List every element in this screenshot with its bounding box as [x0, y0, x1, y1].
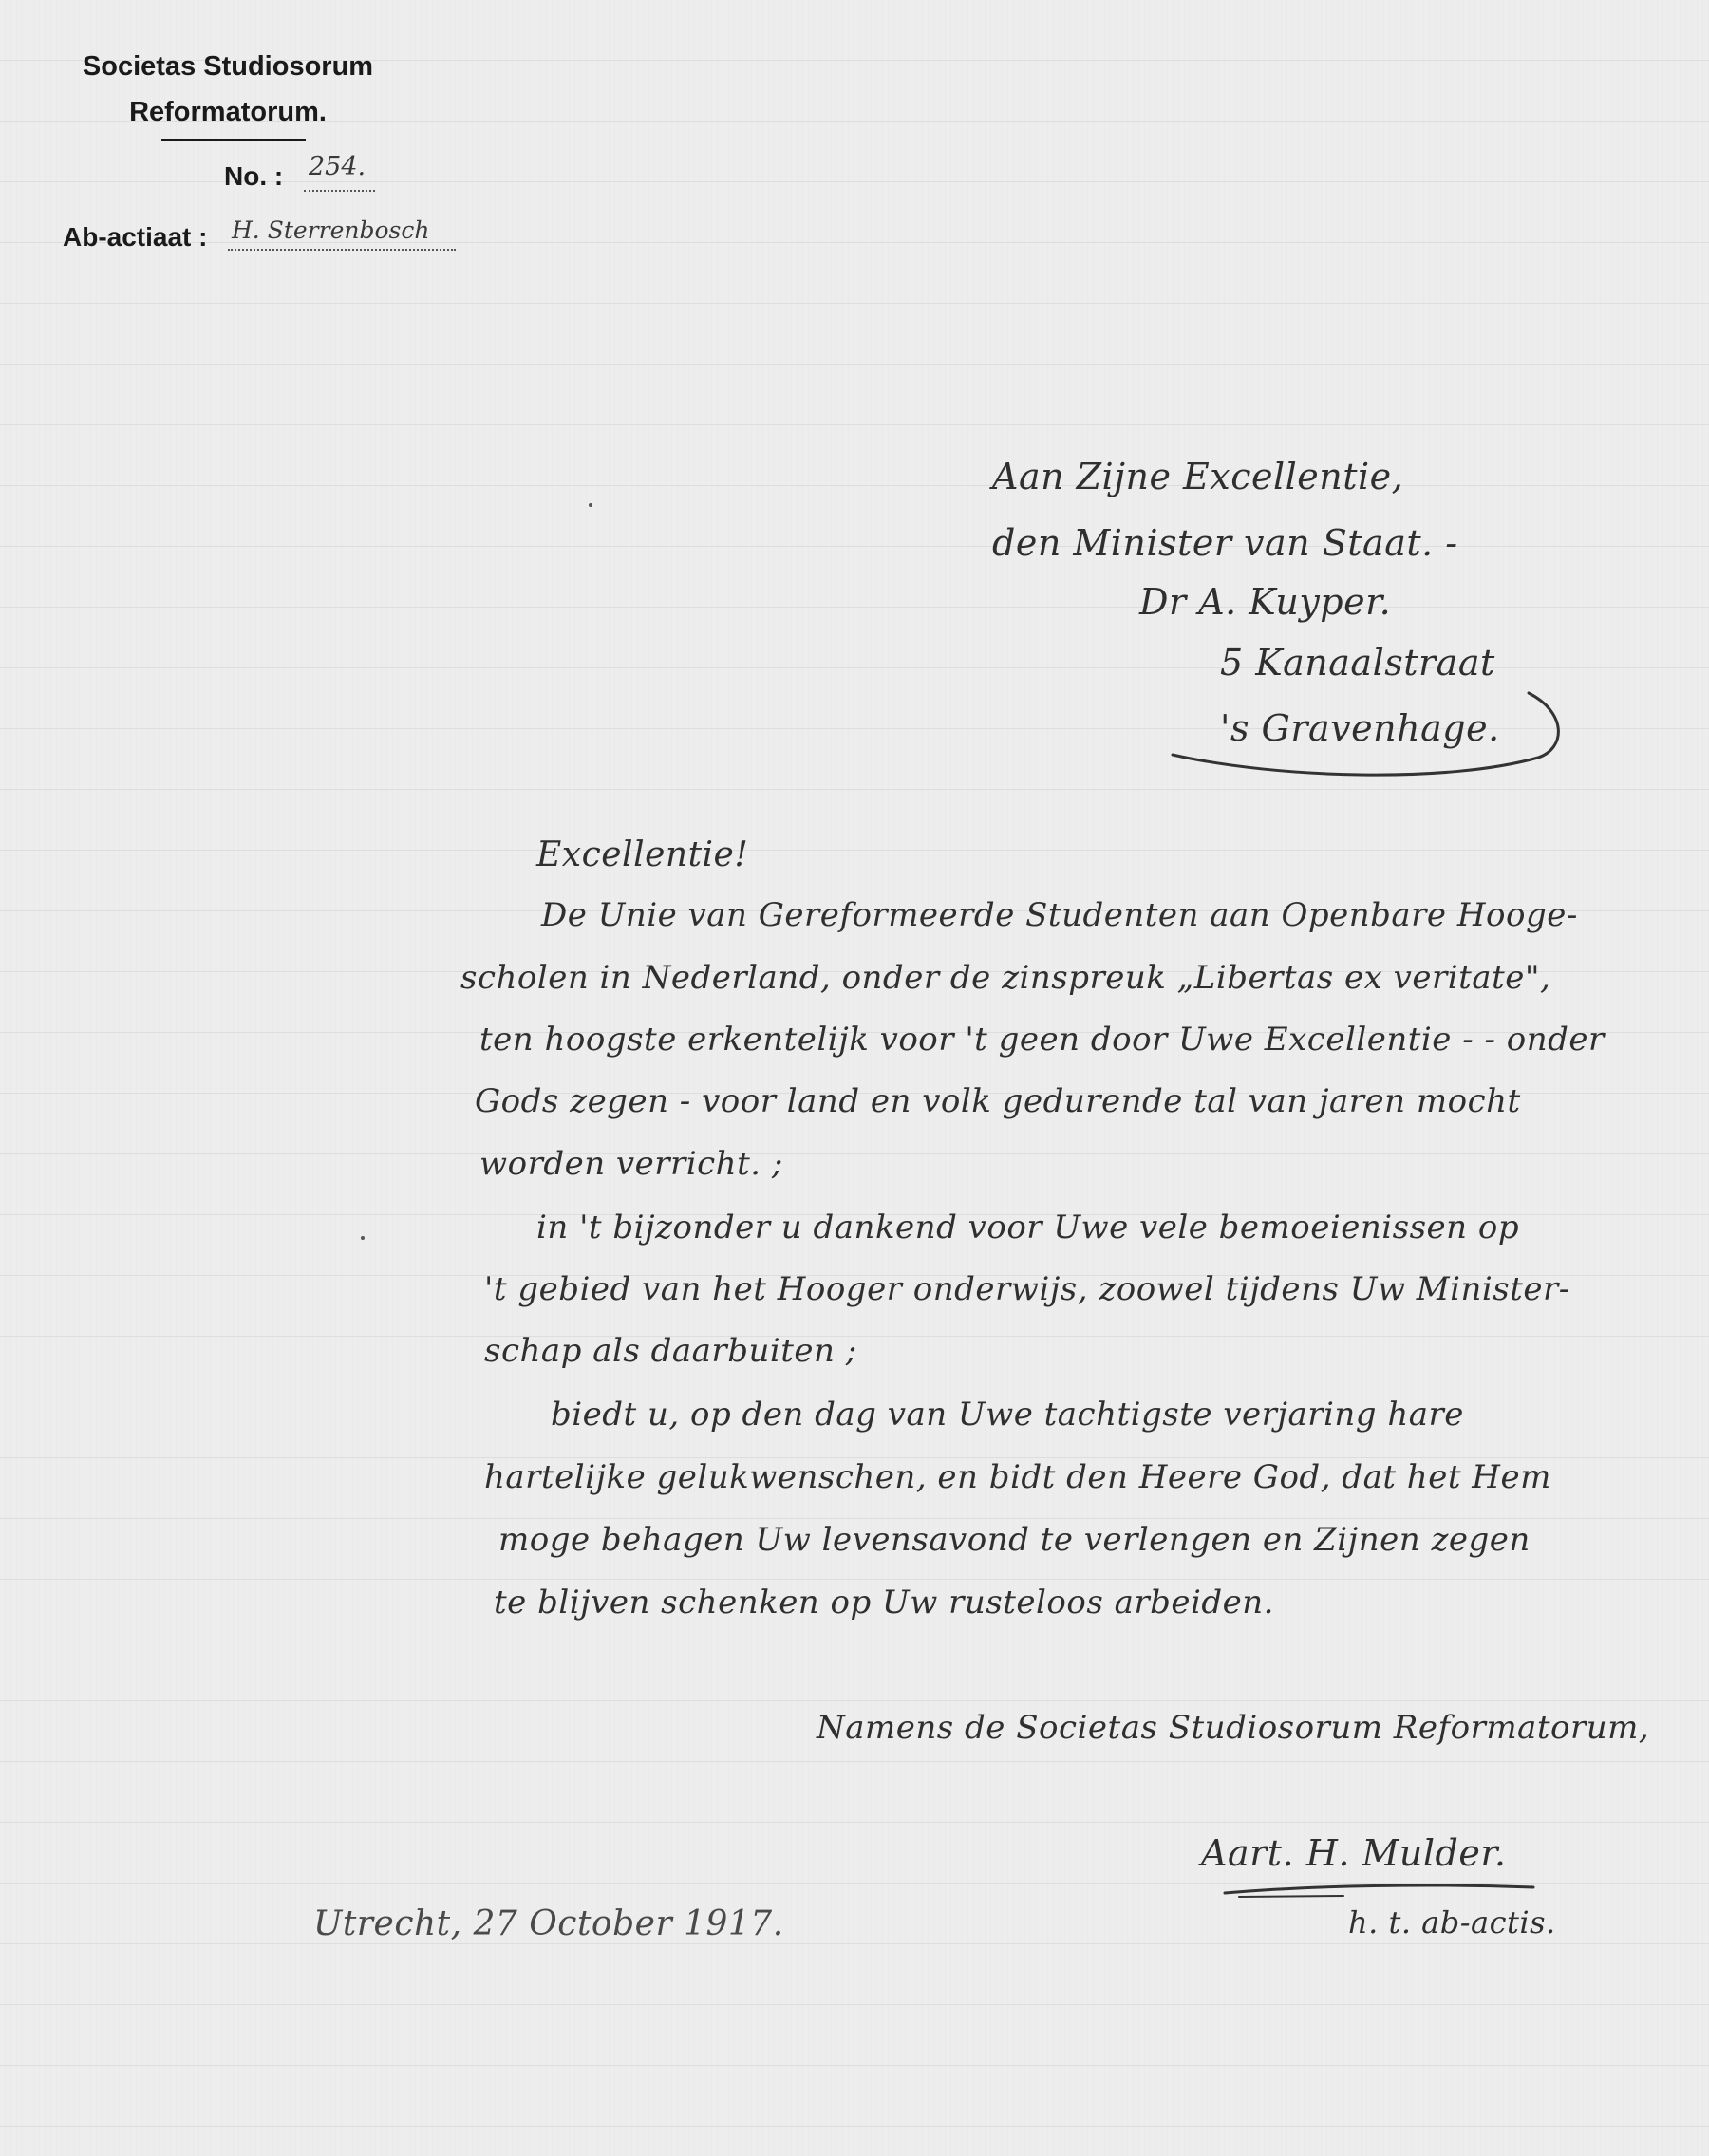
letterhead-rule	[161, 139, 306, 141]
body-line: scholen in Nederland, onder de zinspreuk „Libertas ex veritate",	[460, 959, 1551, 997]
body-line: ten hoogste erkentelijk voor 't geen door Uwe Excellentie - - onder	[479, 1021, 1605, 1059]
abactiaat-dotted-line	[228, 249, 456, 251]
address-line-5: 's Gravenhage.	[1220, 707, 1500, 749]
letterhead-org-line2: Reformatorum.	[129, 97, 327, 127]
abactiaat-value: H. Sterrenbosch	[232, 216, 430, 244]
address-line-1: Aan Zijne Excellentie,	[992, 456, 1404, 497]
body-line: biedt u, op den dag van Uwe tachtigste verjaring hare	[551, 1396, 1464, 1434]
body-line: hartelijke gelukwenschen, en bidt den Heere God, dat het Hem	[484, 1458, 1551, 1496]
number-value: 254.	[309, 152, 366, 181]
abactiaat-label: Ab-actiaat :	[63, 222, 208, 252]
address-line-3: Dr A. Kuyper.	[1139, 581, 1392, 623]
place-and-date: Utrecht, 27 October 1917.	[313, 1904, 784, 1943]
ink-speck	[589, 503, 592, 507]
address-underline-flourish	[1163, 684, 1581, 788]
signature-underline	[1220, 1878, 1543, 1901]
body-line: worden verricht. ;	[479, 1145, 783, 1183]
signatory-role: h. t. ab-actis.	[1348, 1904, 1556, 1940]
body-line: moge behagen Uw levensavond te verlengen en Zijnen zegen	[498, 1521, 1531, 1559]
body-line: in 't bijzonder u dankend voor Uwe vele bemoeienissen op	[536, 1209, 1520, 1247]
body-line: De Unie van Gereformeerde Studenten aan Openbare Hooge-	[541, 896, 1578, 934]
body-line: schap als daarbuiten ;	[484, 1332, 857, 1370]
address-line-4: 5 Kanaalstraat	[1220, 642, 1495, 684]
number-label: No. :	[224, 161, 284, 191]
body-line: Gods zegen - voor land en volk gedurende tal van jaren mocht	[475, 1082, 1521, 1120]
signature: Aart. H. Mulder.	[1201, 1832, 1507, 1874]
body-line: 't gebied van het Hooger onderwijs, zoowel tijdens Uw Minister-	[484, 1270, 1570, 1308]
body-line: te blijven schenken op Uw rusteloos arbeiden.	[494, 1584, 1274, 1622]
number-dotted-line	[304, 190, 375, 192]
letterhead-org-line1: Societas Studiosorum	[82, 51, 374, 82]
address-line-2: den Minister van Staat. -	[992, 522, 1458, 564]
ink-speck	[361, 1236, 365, 1240]
salutation: Excellentie!	[536, 835, 749, 874]
closing-line: Namens de Societas Studiosorum Reformatorum,	[817, 1709, 1650, 1747]
